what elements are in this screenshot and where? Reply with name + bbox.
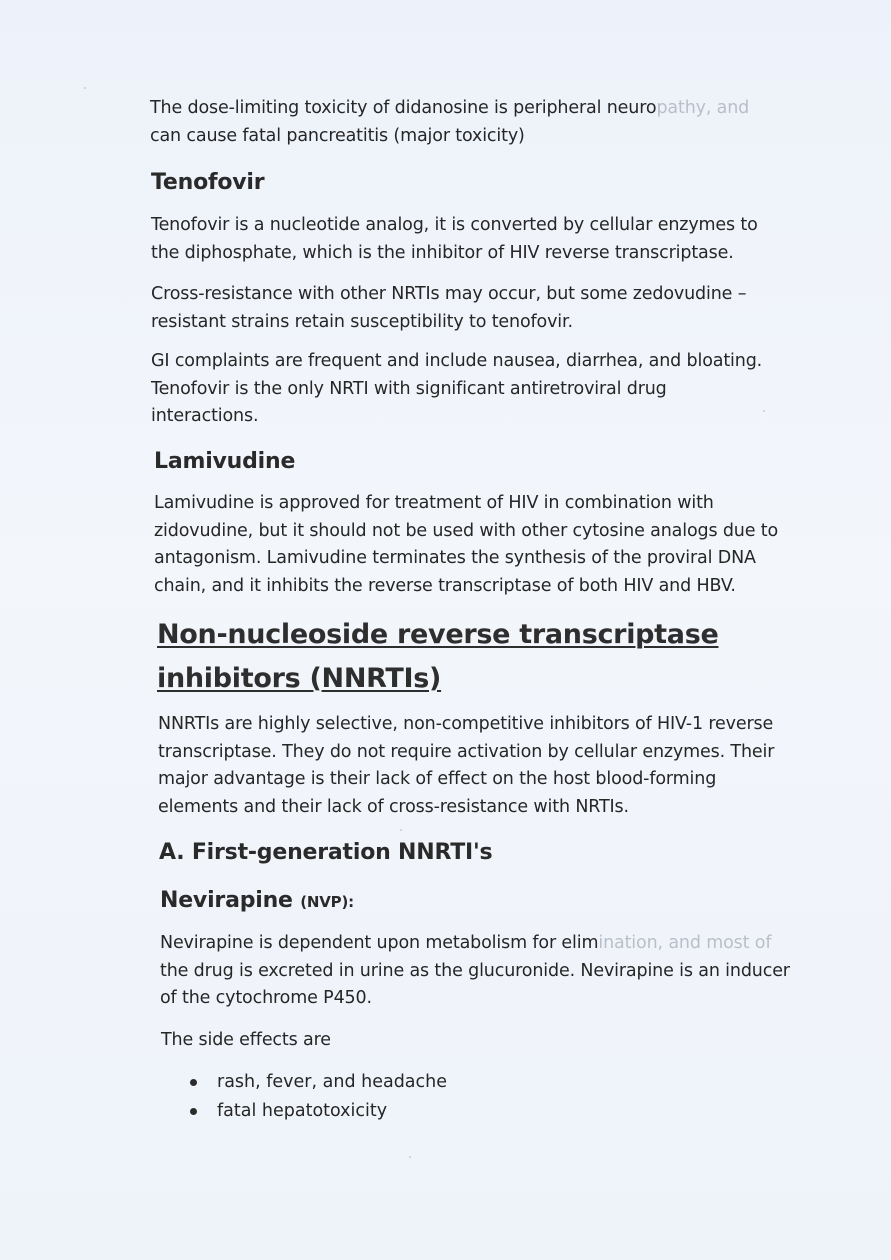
- scan-speck: [409, 1156, 411, 1158]
- side-effects-intro: The side effects are: [161, 1030, 331, 1050]
- scan-speck: [84, 87, 86, 89]
- bullet-icon: [190, 1108, 197, 1115]
- tenofovir-paragraph-1: Tenofovir is a nucleotide analog, it is converted by cellular enzymes to the diphosphate, which is the inhibitor of HIV reverse transcriptase.: [151, 215, 758, 263]
- nevirapine-line-1: Nevirapine is dependent upon metabolism for elimination, and most of: [160, 933, 772, 953]
- tenofovir-heading: Tenofovir: [151, 170, 265, 195]
- intro-line-2: can cause fatal pancreatitis (major toxicity): [150, 125, 525, 146]
- tenofovir-paragraph-3: GI complaints are frequent and include nausea, diarrhea, and bloating. Tenofovir is the only NRTI with significant antiretroviral drug interactions.: [151, 351, 763, 426]
- nevirapine-heading: Nevirapine (NVP):: [160, 888, 354, 913]
- nnrti-paragraph: NNRTIs are highly selective, non-competitive inhibitors of HIV-1 reverse transcriptase. They do not require activation by cellular enzymes. Their major advantage is their lack of effect on the host blood-forming elements and their lack of cross-resistance with NRTIs.: [158, 714, 775, 817]
- first-generation-heading: A. First-generation NNRTI's: [159, 840, 493, 865]
- intro-paragraph: [150, 95, 749, 150]
- list-item: rash, fever, and headache: [161, 1068, 447, 1097]
- bullet-icon: [190, 1079, 197, 1086]
- intro-line-1: The dose-limiting toxicity of didanosine is peripheral neuropathy, and: [150, 98, 750, 118]
- lamivudine-paragraph: Lamivudine is approved for treatment of HIV in combination with zidovudine, but it should not be used with other cytosine analogs due to antagonism. Lamivudine terminates the synthesis of the proviral DNA chain, and it inhibits the reverse transcriptase of both HIV and HBV.: [154, 493, 779, 596]
- scan-speck: [763, 410, 765, 412]
- nnrti-section-heading: Non-nucleoside reverse transcriptase inhibitors (NNRTIs): [157, 619, 719, 694]
- side-effects-list: [161, 1068, 447, 1126]
- scan-speck: [400, 829, 402, 831]
- nevirapine-abbreviation: (NVP):: [300, 893, 354, 911]
- list-item: fatal hepatotoxicity: [161, 1097, 447, 1126]
- nevirapine-paragraph: Nevirapine is dependent upon metabolism for elimination, and most of the drug is excreted in urine as the glucuronide. Nevirapine is an inducer of the cytochrome P450.: [160, 933, 790, 1008]
- lamivudine-heading: Lamivudine: [154, 449, 296, 474]
- tenofovir-paragraph-2: Cross-resistance with other NRTIs may occur, but some zedovudine – resistant strains retain susceptibility to tenofovir.: [151, 284, 747, 332]
